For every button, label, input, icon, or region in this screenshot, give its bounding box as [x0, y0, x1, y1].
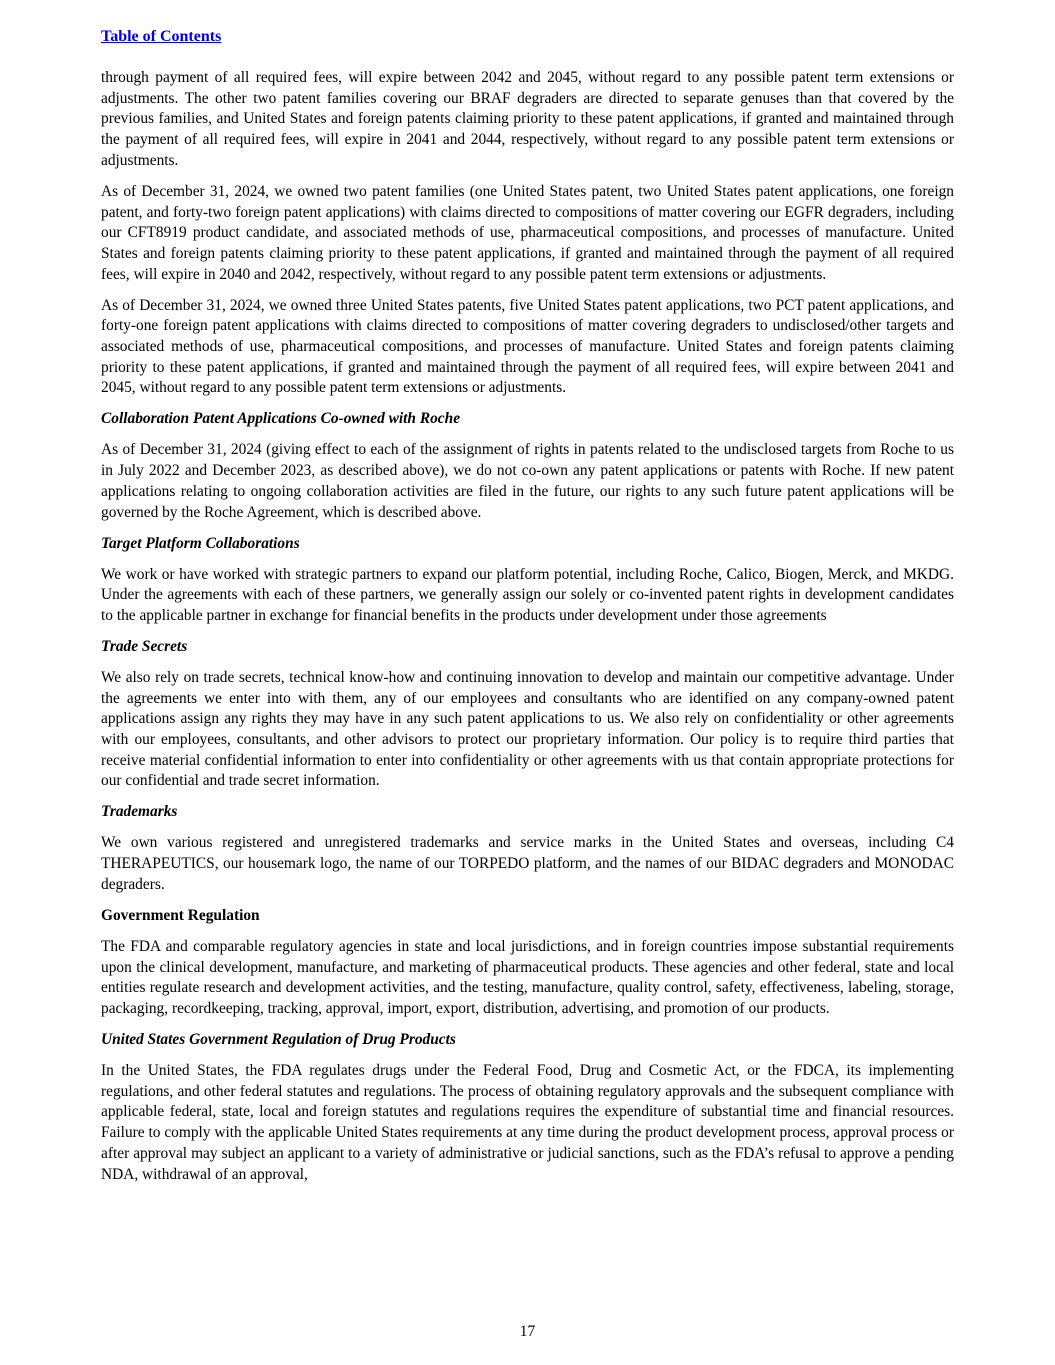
heading-trade-secrets: Trade Secrets [101, 637, 188, 655]
page-number: 17 [519, 1323, 536, 1340]
paragraph-braf-expiry: through payment of all required fees, will expire between 2042 and 2045, without regard to any possible patent term extensions or adjustments. The other two patent families covering our BRAF degraders are directed to separate genuses than that covered by the previous families, and United States and foreign patents claiming priority to these patent applications, if granted and maintained through the payment of all required fees, will expire in 2041 and 2044, respectively, without regard to any possible patent term extensions or adjustments. [101, 69, 954, 169]
paragraph-government-regulation: The FDA and comparable regulatory agencies in state and local jurisdictions, and in foreign countries impose substantial requirements upon the clinical development, manufacture, and marketing of pharmaceutical products. These agencies and other federal, state and local entities regulate research and development activities, and the testing, manufacture, quality control, safety, effectiveness, labeling, storage, packaging, recordkeeping, tracking, approval, import, export, distribution, advertising, and promotion of our products. [101, 937, 954, 1017]
paragraph-roche-collaboration: As of December 31, 2024 (giving effect to each of the assignment of rights in patents related to the undisclosed targets from Roche to us in July 2022 and December 2023, as described above), we do not co-own any patent applications or patents with Roche. If new patent applications relating to ongoing collaboration activities are filed in the future, our rights to any such future patent applications will be governed by the Roche Agreement, which is described above. [101, 441, 954, 521]
heading-trademarks: Trademarks [101, 803, 178, 821]
paragraph-trademarks: We own various registered and unregistered trademarks and service marks in the United States and overseas, including C4 THERAPEUTICS, our housemark logo, the name of our TORPEDO platform, and the names of our BIDAC degraders and MONODAC degraders. [101, 834, 954, 893]
heading-us-drug-regulation: United States Government Regulation of Drug Products [101, 1030, 456, 1048]
paragraph-target-platform: We work or have worked with strategic partners to expand our platform potential, including Roche, Calico, Biogen, Merck, and MKDG. Under the agreements with each of these partners, we generally assign our solely or co-invented patent rights in development candidates to the applicable partner in exchange for financial benefits in the products under development under those agreements [101, 565, 954, 624]
document-page [101, 26, 954, 1196]
document-body [101, 68, 954, 1185]
heading-government-regulation: Government Regulation [101, 906, 260, 924]
table-of-contents-link[interactable]: Table of Contents [101, 28, 222, 45]
paragraph-other-targets-patents: As of December 31, 2024, we owned three United States patents, five United States patent applications, two PCT patent applications, and forty-one foreign patent applications with claims directed to compositions of matter covering degraders to undisclosed/other targets and associated methods of use, pharmaceutical compositions, and processes of manufacture. United States and foreign patents claiming priority to these patent applications, if granted and maintained through the payment of all required fees, will expire between 2041 and 2045, without regard to any possible patent term extensions or adjustments. [101, 296, 954, 397]
paragraph-us-drug-regulation: In the United States, the FDA regulates drugs under the Federal Food, Drug and Cosmetic Act, or the FDCA, its implementing regulations, and other federal statutes and regulations. The process of obtaining regulatory approvals and the subsequent compliance with applicable federal, state, local and foreign statutes and regulations requires the expenditure of substantial time and financial resources. Failure to comply with the applicable United States requirements at any time during the product development process, approval process or after approval may subject an applicant to a variety of administrative or judicial sanctions, such as the FDA’s refusal to approve a pending NDA, withdrawal of an approval, [101, 1061, 954, 1183]
heading-roche-collaboration: Collaboration Patent Applications Co-owned with Roche [101, 410, 461, 428]
paragraph-trade-secrets: We also rely on trade secrets, technical know-how and continuing innovation to develop and maintain our competitive advantage. Under the agreements we enter into with them, any of our employees and consultants who are identified on any company-owned patent applications assign any rights they may have in any such patent applications to us. We also rely on confidentiality or other agreements with our employees, consultants, and other advisors to protect our proprietary information. Our policy is to require third parties that receive material confidential information to enter into confidentiality or other agreements with us that contain appropriate protections for our confidential and trade secret information. [101, 668, 954, 790]
paragraph-egfr-patents: As of December 31, 2024, we owned two patent families (one United States patent, two United States patent applications, one foreign patent, and forty-two foreign patent applications) with claims directed to compositions of matter covering our EGFR degraders, including our CFT8919 product candidate, and associated methods of use, pharmaceutical compositions, and processes of manufacture. United States and foreign patents claiming priority to these patent applications, if granted and maintained through the payment of all required fees, will expire in 2040 and 2042, respectively, without regard to any possible patent term extensions or adjustments. [101, 182, 954, 283]
heading-target-platform: Target Platform Collaborations [101, 534, 300, 552]
